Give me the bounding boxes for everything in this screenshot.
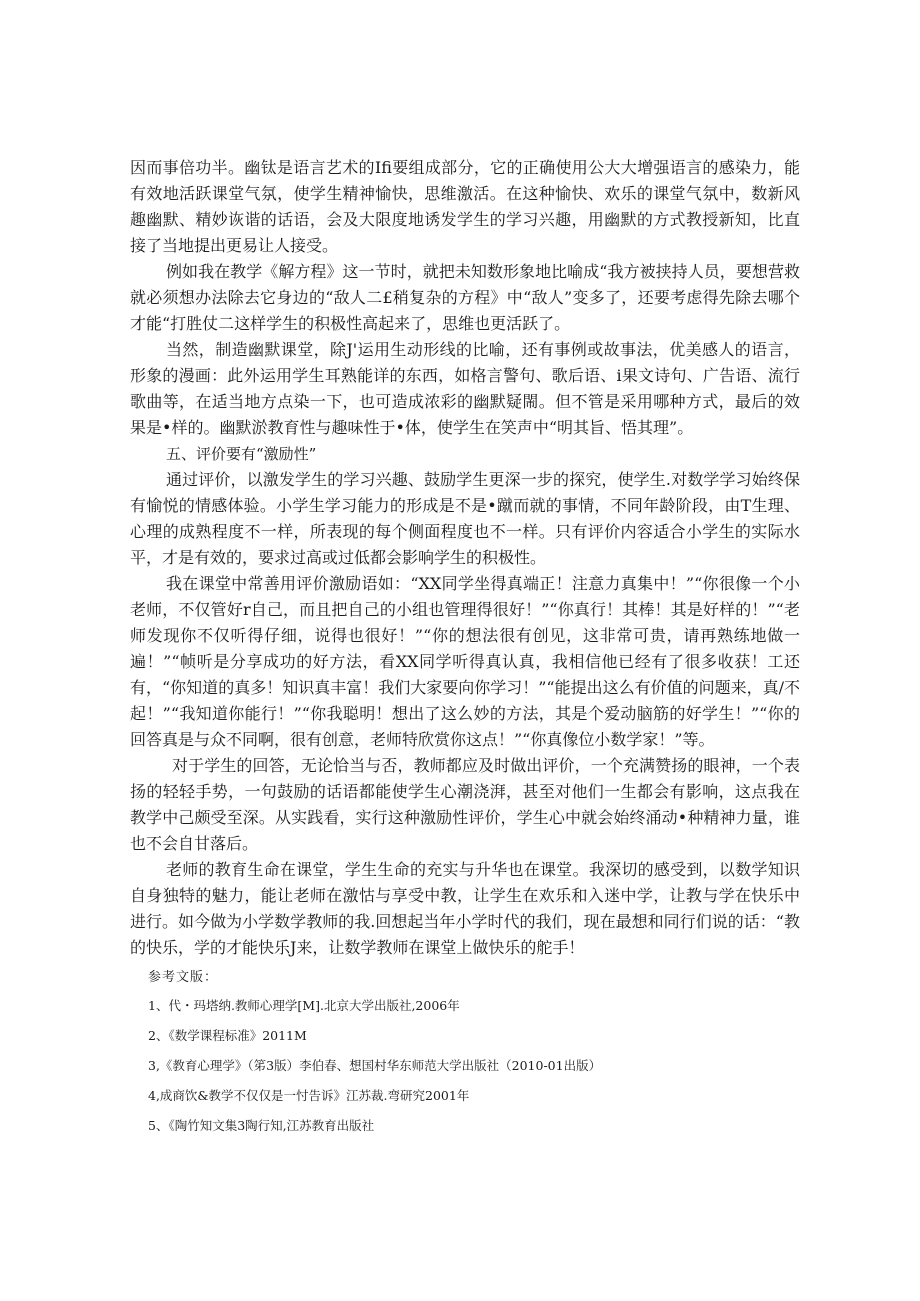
- document-page: [130, 155, 800, 1141]
- paragraph-evaluation-purpose: 通过评价，以激发学生的学习兴趣、鼓励学生更深一步的探究，使学生.对数学学习始终保有愉悦的情感体验。小学生学习能力的形成是不是•蹴而就的事情，不同年龄阶段，由T生理、心理的成熟程度不一样，所表现的每个侧面程度也不一样。只有评价内容适合小学生的实际水平，才是有效的，要求过高或过低都会影响学生的积极性。: [130, 470, 800, 567]
- paragraph-praise-phrases: 我在课堂中常善用评价激励语如：“XX同学坐得真端正！注意力真集中！”“你很像一个小老师，不仅管好r自己，而且把自己的小组也管理得很好！”“你真行！其棒！其是好样的！”“老师发现你不仅听得仔细，说得也很好！”“你的想法很有创见，这非常可贵，请再熟练地做一遍！”“帧听是分享成功的好方法，看XX同学听得真认真，我相信他已经有了很多收获！工还有，“你知道的真多！知识真丰富！我们大家要向你学习！”“能提出这么有价值的问题来，真/不起！”“我知道你能行！”“你我聪明！想出了这么妙的方法，其是个爱动脑筋的好学生！”“你的回答真是与众不同啊，很有创意，老师特欣赏你这点！”“你真像位小数学家！”等。: [130, 574, 800, 749]
- paragraph-conclusion: 老师的教育生命在课堂，学生生命的充实与升华也在课堂。我深切的感受到，以数学知识自身独特的魅力，能让老师在激怙与享受中教，让学生在欢乐和入迷中学，让教与学在快乐中进行。如今做为小学数学教师的我.回想起当年小学时代的我们，现在最想和同行们说的话：“教的快乐，学的才能快乐J来，让数学教师在课堂上做快乐的舵手！: [130, 860, 800, 957]
- reference-item: 5、《陶竹知文集3陶行知,江苏教育出版社: [148, 1118, 375, 1133]
- paragraph-equation-example: 例如我在教学《解方程》这一节时，就把未知数形象地比喻成“我方被挟持人员，要想营救就必须想办法除去它身边的“敌人二£稍复杂的方程》中“敌人”变多了，还要考虑得先除去哪个才能“打胜仗二这样学生的积极性高起来了，思维也更活跃了。: [130, 262, 800, 333]
- reference-item: 1、代・玛塔纳.教师心理学[M].北京大学出版社,2006年: [148, 998, 460, 1013]
- references-section: [130, 965, 800, 1141]
- section-heading-evaluation: 五、评价要有“激励性”: [166, 445, 317, 463]
- paragraph-timely-evaluation: 对于学生的回答，无论恰当与否，教师都应及时做出评价，一个充满赞扬的眼神，一个表扬的轻轻手势，一句鼓励的话语都能使学生心潮浇湃，甚至对他们一生都会有影响，这点我在教学中己颇受至深。从实践看，实行这种激励性评价，学生心中就会始终涌动•种精神力量，谁也不会自甘落后。: [130, 756, 800, 853]
- reference-item: 2、《数学课程标准》2011M: [148, 1028, 307, 1043]
- reference-item: 3,《教育心理学》（笫3版）李伯春、想国村华东师范大学出版社（2010-01出版）: [148, 1058, 602, 1073]
- paragraph-humor-methods: 当然，制造幽默课堂，除J'运用生动形线的比喻，还有事例或故事法，优美感人的语言，形象的漫画：此外运用学生耳熟能详的东西，如格言警句、歌后语、i果文诗句、广告语、流行歌曲等，在适当地方点染一下，也可造成浓彩的幽默疑閙。但不管是采用哪种方式，最后的效果是•样的。幽默淤教育性与趣味性于•体，使学生在笑声中“明其旨、悟其理”。: [130, 340, 800, 437]
- paragraph-humor-intro: 因而事倍功半。幽钛是语言艺术的Ifi要组成部分，它的正确使用公大大增强语言的感染力，能有效地活跃课堂气氛，使学生精神愉快，思维激活。在这种愉快、欢乐的课堂气氛中，数新风趣幽默、精妙诙谐的话语，会及大限度地诱发学生的学习兴趣，用幽默的方式教授新知，比直接了当地提出更易让人接受。: [130, 158, 800, 255]
- reference-item: 4,成商饮&教学不仅仅是一忖告诉》江苏裁.弯研究2001年: [148, 1088, 470, 1103]
- references-title: 参考文版：: [148, 970, 219, 985]
